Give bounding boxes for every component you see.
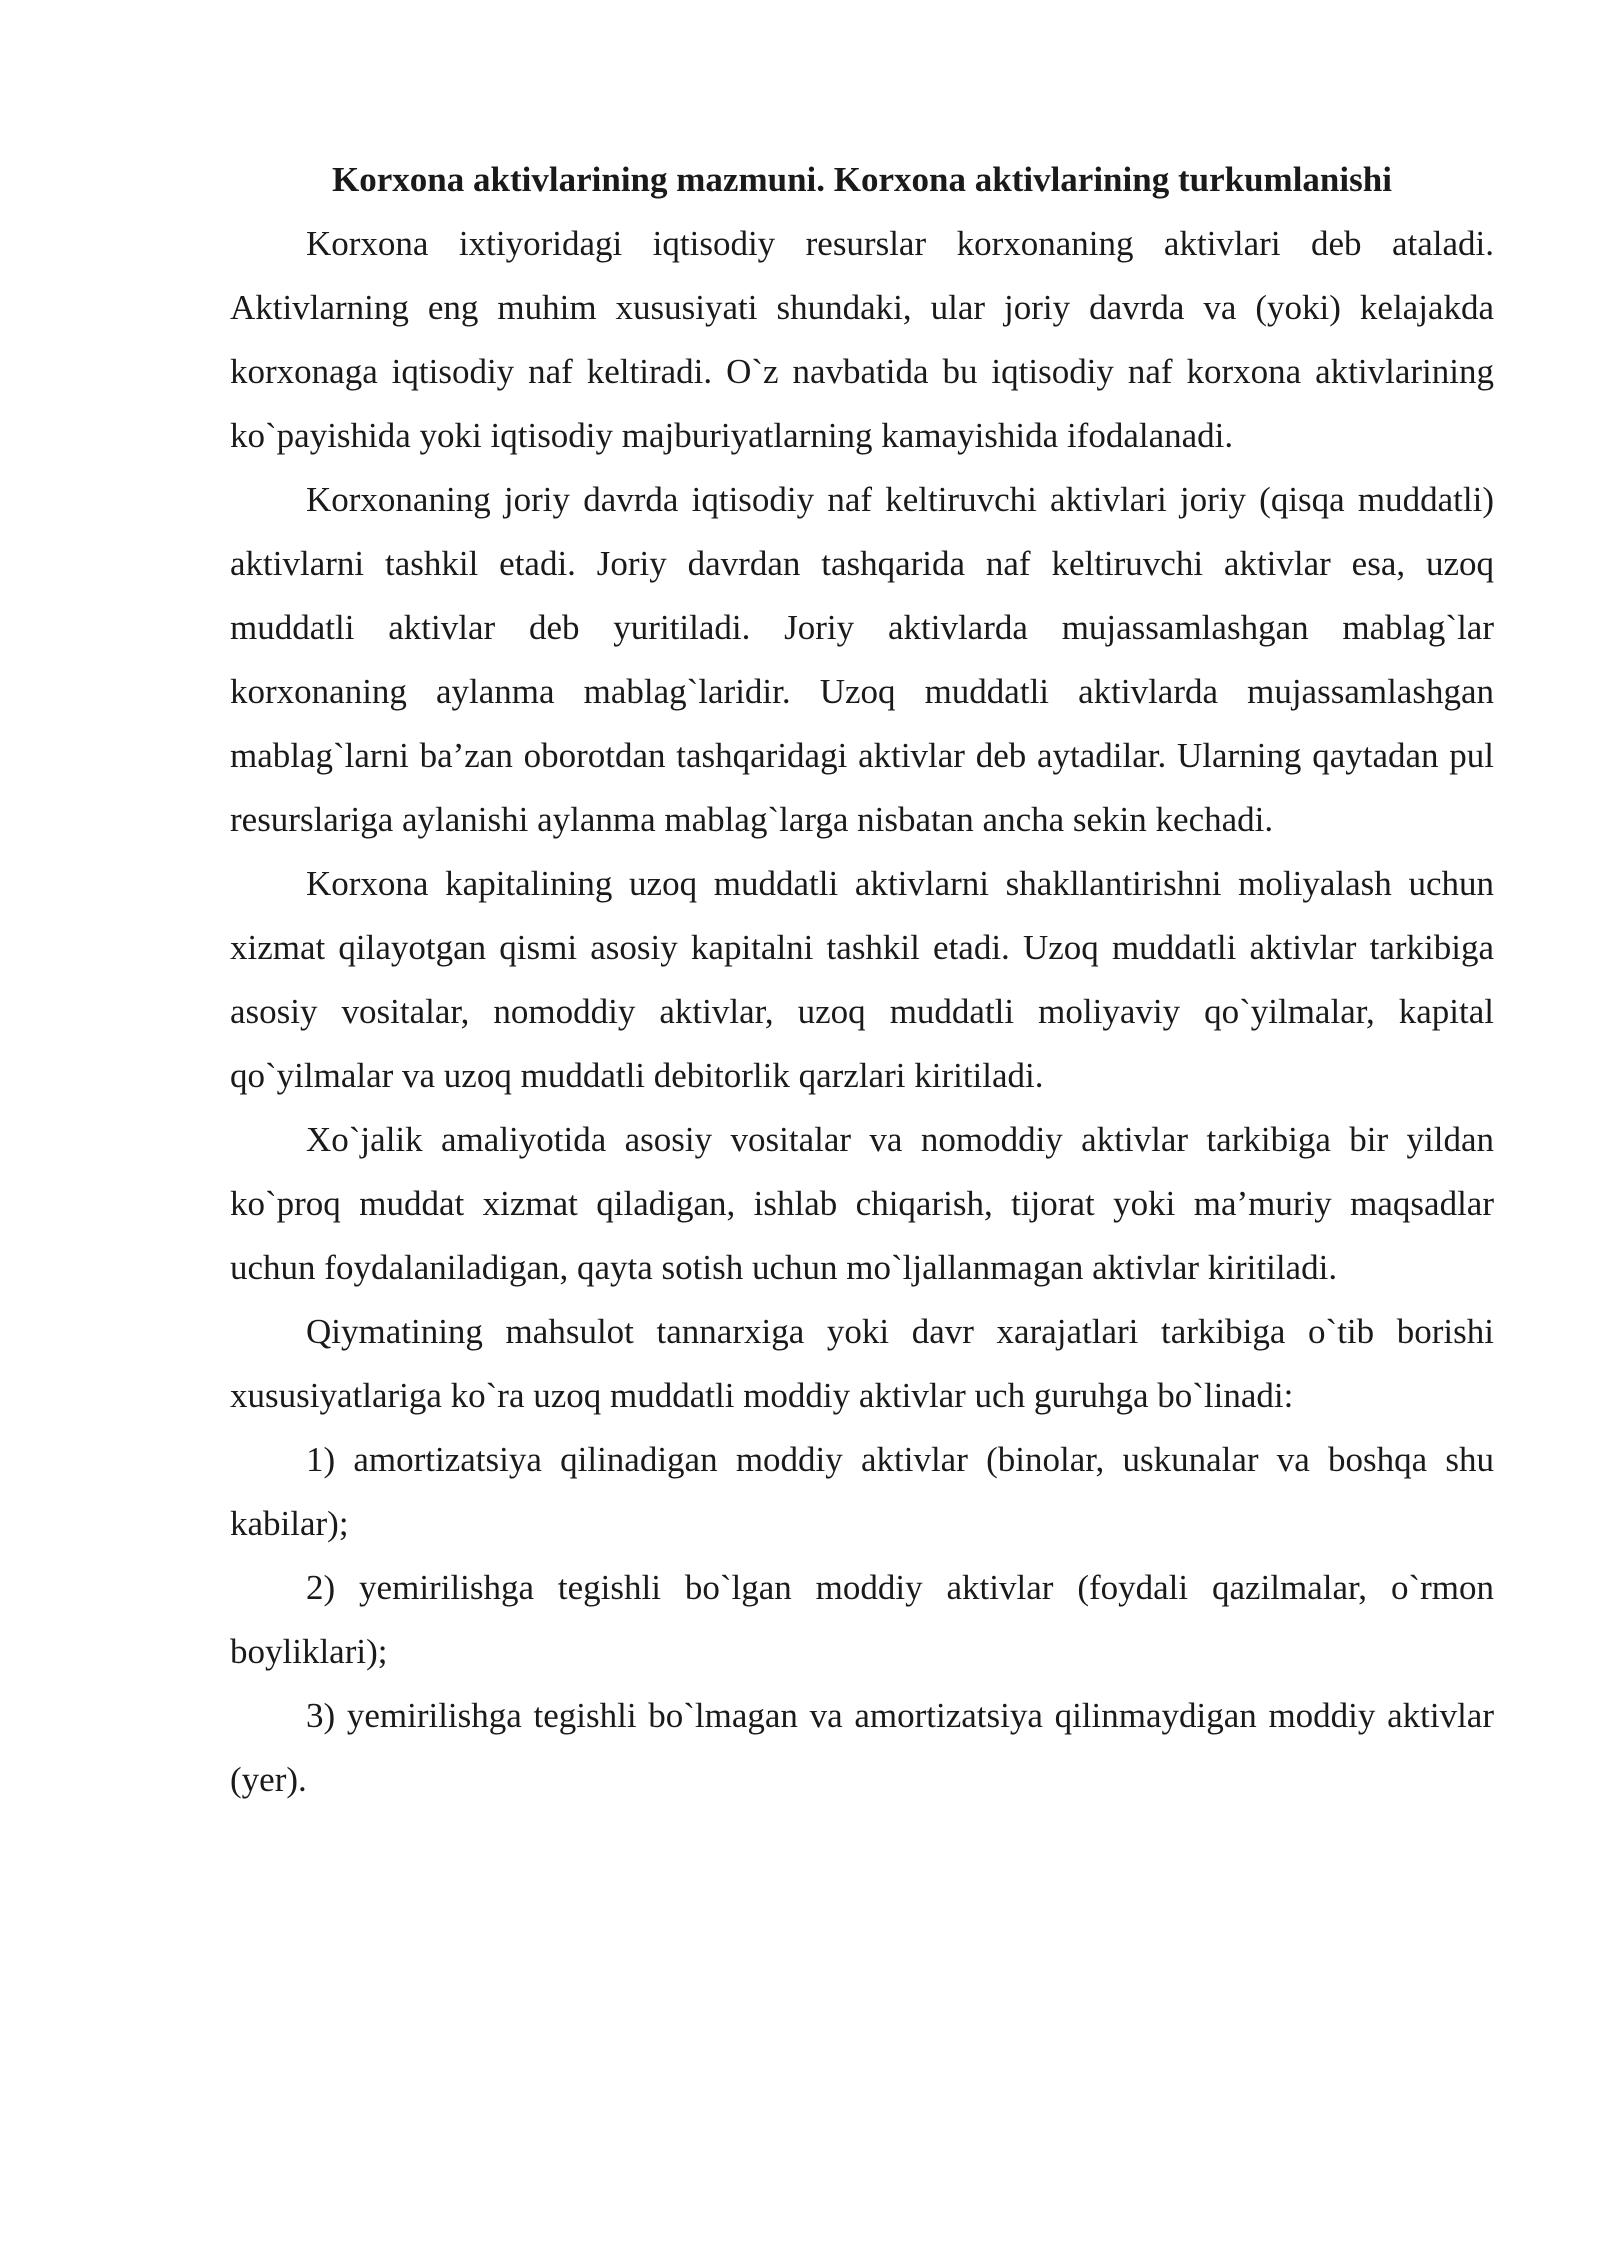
paragraph-fixed-assets: Xo`jalik amaliyotida asosiy vositalar va nomoddiy aktivlar tarkibiga bir yildan ko`proq muddat xizmat qiladigan, ishlab chiqarish, tijorat yoki ma’muriy maqsadlar uchun foydalaniladigan, qayta sotish uchun mo`ljallanmagan aktivlar kiritiladi. [230, 1120, 1494, 1287]
paragraph-groups-intro: Qiymatining mahsulot tannarxiga yoki davr xarajatlari tarkibiga o`tib borishi xususiyatlariga ko`ra uzoq muddatli moddiy aktivlar uch guruhga bo`linadi: [230, 1312, 1494, 1415]
paragraph-current-assets: Korxonaning joriy davrda iqtisodiy naf keltiruvchi aktivlari joriy (qisqa muddatli) aktivlarni tashkil etadi. Joriy davrdan tashqarida naf keltiruvchi aktivlar esa, uzoq muddatli aktivlar deb yuritiladi. Joriy aktivlarda mujassamlashgan mablag`lar korxonaning aylanma mablag`laridir. Uzoq muddatli aktivlarda mujassamlashgan mablag`larni ba’zan oborotdan tashqaridagi aktivlar deb aytadilar. Ularning qaytadan pul resurslariga aylanishi aylanma mablag`larga nisbatan ancha sekin kechadi. [230, 480, 1494, 839]
list-item-1: 1) amortizatsiya qilinadigan moddiy aktivlar (binolar, uskunalar va boshqa shu kabilar); [230, 1440, 1494, 1543]
paragraph-capital: Korxona kapitalining uzoq muddatli aktivlarni shakllantirishni moliyalash uchun xizmat qilayotgan qismi asosiy kapitalni tashkil etadi. Uzoq muddatli aktivlar tarkibiga asosiy vositalar, nomoddiy aktivlar, uzoq muddatli moliyaviy qo`yilmalar, kapital qo`yilmalar va uzoq muddatli debitorlik qarzlari kiritiladi. [230, 864, 1494, 1095]
document-page [230, 148, 1494, 1812]
document-title: Korxona aktivlarining mazmuni. Korxona aktivlarining turkumlanishi [332, 160, 1392, 199]
list-item-3: 3) yemirilishga tegishli bo`lmagan va amortizatsiya qilinmaydigan moddiy aktivlar (yer). [230, 1696, 1494, 1799]
list-item-2: 2) yemirilishga tegishli bo`lgan moddiy aktivlar (foydali qazilmalar, o`rmon boyliklari); [230, 1568, 1494, 1671]
paragraph-intro: Korxona ixtiyoridagi iqtisodiy resurslar korxonaning aktivlari deb ataladi. Aktivlarning eng muhim xususiyati shundaki, ular joriy davrda va (yoki) kelajakda korxonaga iqtisodiy naf keltiradi. O`z navbatida bu iqtisodiy naf korxona aktivlarining ko`payishida yoki iqtisodiy majburiyatlarning kamayishida ifodalanadi. [230, 224, 1494, 455]
